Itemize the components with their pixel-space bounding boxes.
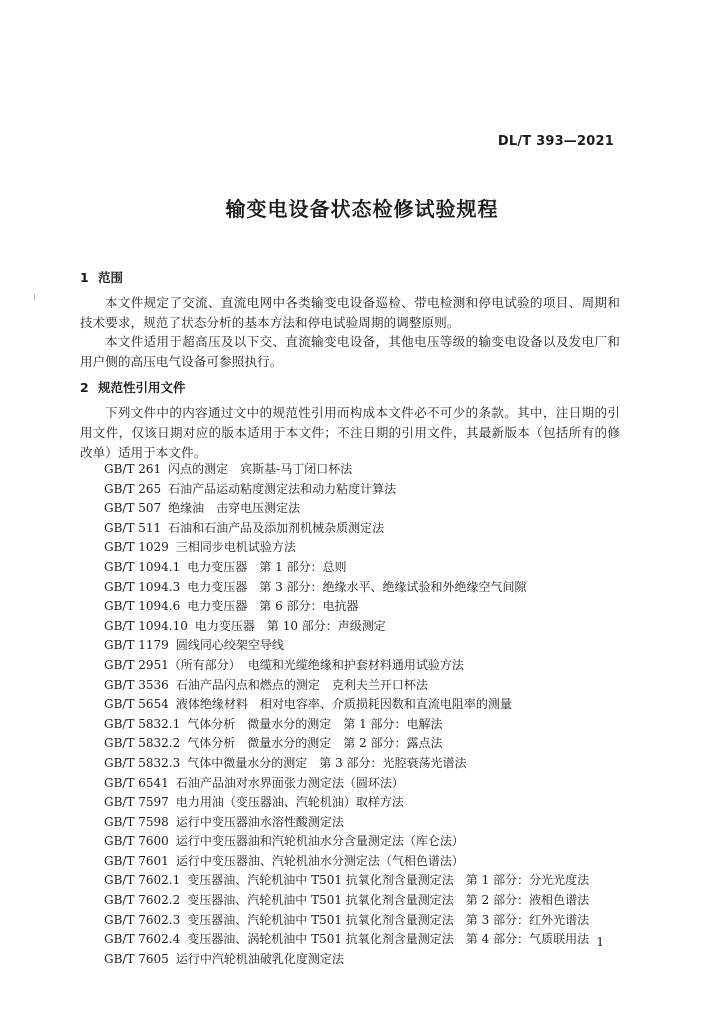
reference-item	[104, 950, 589, 970]
reference-title: 电力用油（变压器油、汽轮机油）取样方法	[175, 795, 404, 810]
section-2-heading	[80, 378, 186, 396]
reference-item	[104, 715, 589, 735]
reference-title: 变压器油、汽轮机油中 T501 抗氧化剂含量测定法 第 2 部分：液相色谱法	[187, 893, 590, 908]
section-number: 2	[80, 380, 89, 395]
reference-code: GB/T 1094.6	[104, 599, 181, 614]
reference-item	[104, 734, 589, 754]
reference-title: 运行中变压器油、汽轮机油水分测定法（气相色谱法）	[175, 853, 464, 868]
reference-title: 气体分析 微量水分的测定 第 1 部分：电解法	[187, 716, 443, 731]
reference-code: GB/T 7598	[104, 814, 169, 829]
reference-code: GB/T 7601	[104, 853, 169, 868]
reference-code: GB/T 3536	[104, 677, 169, 692]
reference-title: 电力变压器 第 3 部分：绝缘水平、绝缘试验和外绝缘空气间隙	[187, 579, 527, 594]
reference-code: GB/T 7602.3	[104, 912, 181, 927]
normative-references-paragraph: 下列文件中的内容通过文中的规范性引用而构成本文件必不可少的条款。其中，注日期的引用文件，仅该日期对应的版本适用于本文件；不注日期的引用文件，其最新版本（包括所有的修改单）适用于本文件。	[80, 405, 620, 460]
reference-title: 石油产品油对水界面张力测定法（圆环法）	[175, 775, 404, 790]
reference-code: GB/T 7600	[104, 834, 169, 849]
reference-code: GB/T 7602.1	[104, 873, 181, 888]
reference-item	[104, 871, 589, 891]
reference-code: GB/T 1094.3	[104, 579, 181, 594]
reference-list	[104, 460, 589, 969]
reference-title: 变压器油、汽轮机油中 T501 抗氧化剂含量测定法 第 1 部分：分光光度法	[187, 873, 590, 888]
reference-item	[104, 911, 589, 931]
reference-code: GB/T 7602.2	[104, 893, 181, 908]
document-title: 输变电设备状态检修试验规程	[225, 197, 499, 221]
reference-title: 绝缘油 击穿电压测定法	[168, 501, 301, 516]
reference-title: 运行中变压器油水溶性酸测定法	[175, 814, 344, 829]
reference-title: 石油和石油产品及添加剂机械杂质测定法	[168, 520, 385, 535]
reference-code: GB/T 7602.4	[104, 932, 181, 947]
reference-title: 运行中汽轮机油破乳化度测定法	[175, 951, 344, 966]
reference-code: GB/T 1179	[104, 638, 169, 653]
reference-code: GB/T 7605	[104, 951, 169, 966]
reference-title: 闪点的测定 宾斯基-马丁闭口杯法	[168, 462, 353, 476]
page-number: 1	[596, 935, 604, 949]
section-title: 规范性引用文件	[98, 380, 186, 395]
reference-item	[104, 558, 589, 578]
reference-code: GB/T 511	[104, 520, 162, 535]
reference-code: GB/T 5654	[104, 697, 169, 712]
reference-item	[104, 578, 589, 598]
section-number: 1	[80, 270, 89, 285]
reference-item	[104, 930, 589, 950]
reference-item	[104, 813, 589, 833]
reference-code: GB/T 5832.2	[104, 736, 181, 751]
section-1-heading	[80, 268, 123, 286]
reference-title: 气体中微量水分的测定 第 3 部分：光腔衰荡光谱法	[187, 755, 467, 770]
reference-title: 液体绝缘材料 相对电容率、介质损耗因数和直流电阻率的测量	[175, 697, 512, 712]
reference-title: 三相同步电机试验方法	[175, 540, 296, 555]
reference-item	[104, 480, 589, 500]
reference-code: GB/T 7597	[104, 795, 169, 810]
reference-code: GB/T 507	[104, 501, 162, 516]
reference-title: 石油产品运动粘度测定法和动力粘度计算法	[168, 481, 397, 496]
scope-paragraph-2: 本文件适用于超高压及以下交、直流输变电设备，其他电压等级的输变电设备以及发电厂和用户侧的高压电气设备可参照执行。	[80, 334, 620, 369]
reference-title: 电力变压器 第 1 部分：总则	[187, 559, 347, 574]
reference-title: 变压器油、涡轮机油中 T501 抗氧化剂含量测定法 第 4 部分：气质联用法	[187, 932, 590, 947]
reference-code: GB/T 1029	[104, 540, 169, 555]
reference-title: 变压器油、汽轮机油中 T501 抗氧化剂含量测定法 第 3 部分：红外光谱法	[187, 912, 590, 927]
reference-item	[104, 754, 589, 774]
reference-title: 电缆和光缆绝缘和护套材料通用试验方法	[247, 657, 464, 672]
reference-item	[104, 891, 589, 911]
reference-item	[104, 774, 589, 794]
reference-code: GB/T 2951（所有部分）	[104, 657, 241, 672]
reference-item	[104, 636, 589, 656]
reference-title: 运行中变压器油和汽轮机油水分含量测定法（库仑法）	[175, 834, 464, 849]
reference-title: 石油产品闪点和燃点的测定 克利夫兰开口杯法	[175, 677, 428, 692]
reference-code: GB/T 265	[104, 481, 162, 496]
section-title: 范围	[98, 270, 124, 285]
reference-title: 电力变压器 第 6 部分：电抗器	[187, 599, 359, 614]
reference-item	[104, 538, 589, 558]
reference-code: GB/T 1094.10	[104, 618, 188, 633]
reference-code: GB/T 6541	[104, 775, 169, 790]
document-code: DL/T 393—2021	[497, 134, 614, 149]
reference-item	[104, 832, 589, 852]
reference-item	[104, 656, 589, 676]
reference-code: GB/T 5832.1	[104, 716, 181, 731]
reference-title: 气体分析 微量水分的测定 第 2 部分：露点法	[187, 736, 443, 751]
reference-code: GB/T 261	[104, 462, 162, 476]
reference-item	[104, 793, 589, 813]
reference-item	[104, 499, 589, 519]
reference-item	[104, 852, 589, 872]
reference-code: GB/T 5832.3	[104, 755, 181, 770]
reference-title: 电力变压器 第 10 部分：声级测定	[194, 618, 386, 633]
scope-paragraph-1: 本文件规定了交流、直流电网中各类输变电设备巡检、带电检测和停电试验的项目、周期和技术要求，规范了状态分析的基本方法和停电试验周期的调整原则。	[80, 295, 620, 330]
reference-code: GB/T 1094.1	[104, 559, 181, 574]
scan-edge-mark	[34, 294, 35, 300]
reference-item	[104, 676, 589, 696]
reference-title: 圆线同心绞架空导线	[175, 638, 284, 653]
reference-item	[104, 519, 589, 539]
reference-item	[104, 617, 589, 637]
reference-item	[104, 597, 589, 617]
reference-item	[104, 460, 589, 480]
reference-item	[104, 695, 589, 715]
